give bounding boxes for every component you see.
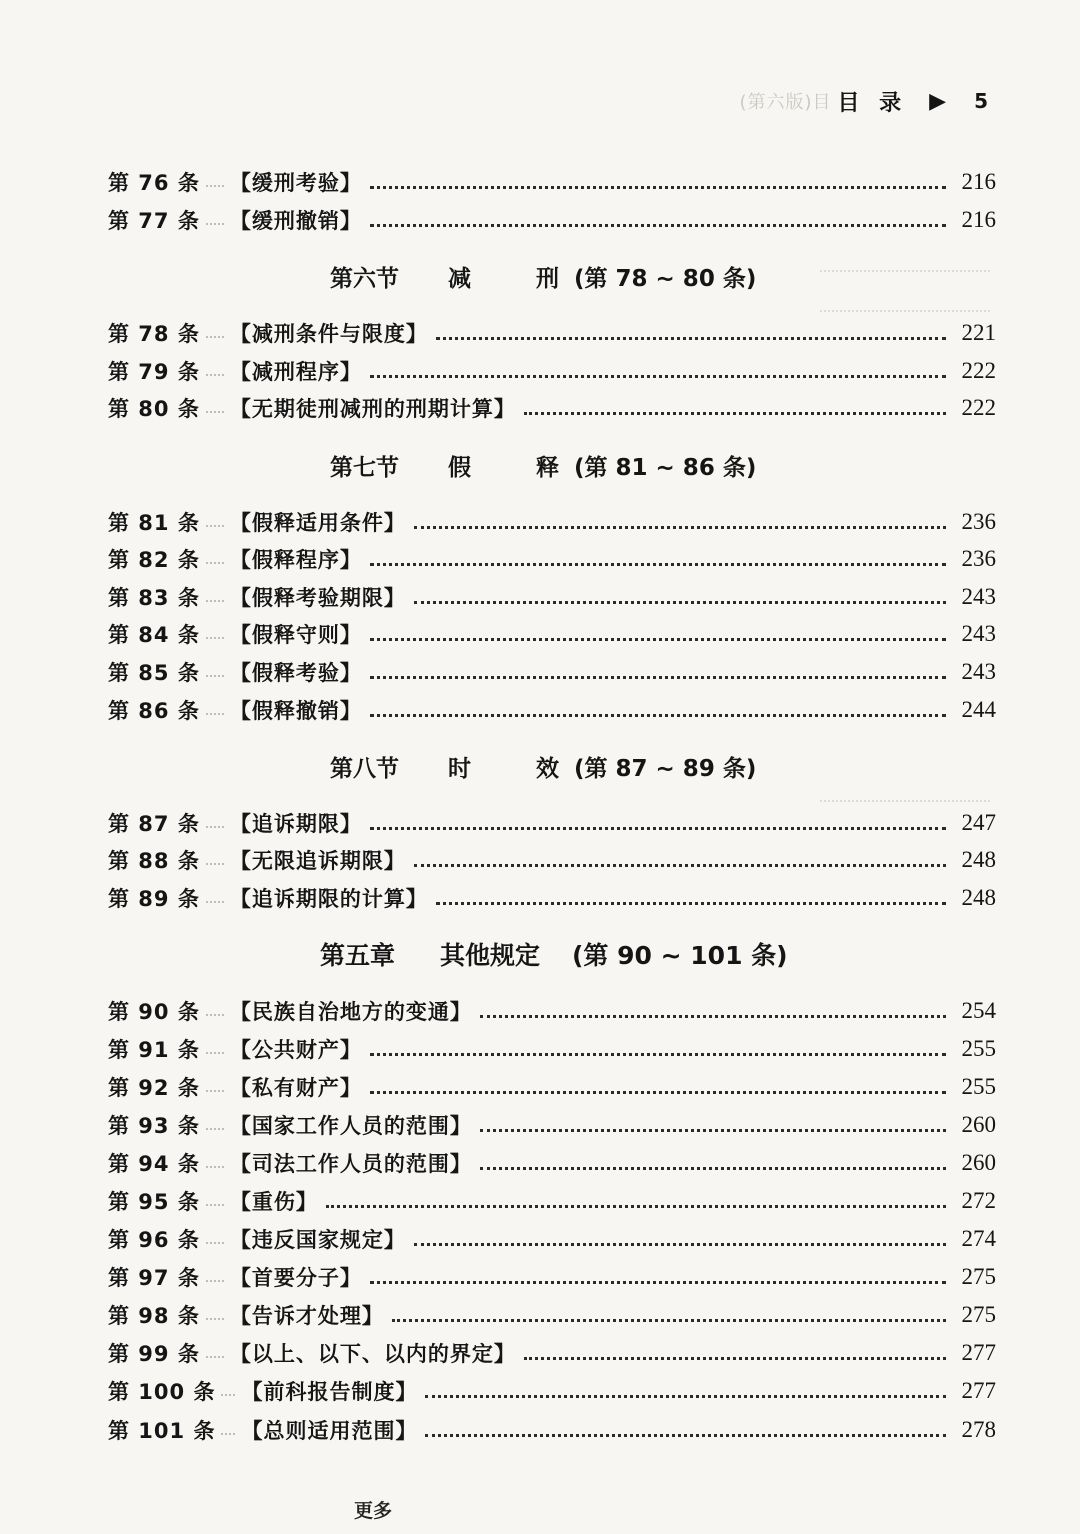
page-ref: 216 bbox=[961, 207, 996, 232]
dot-leader bbox=[414, 526, 946, 529]
article-title: 【违反国家规定】 bbox=[229, 1228, 406, 1252]
page-ref: 221 bbox=[961, 320, 996, 345]
toc-entry[interactable] bbox=[108, 1224, 996, 1254]
page-ref: 243 bbox=[961, 584, 996, 609]
dot-leader bbox=[370, 1281, 946, 1284]
article-title: 【假释适用条件】 bbox=[229, 511, 406, 535]
dot-leader bbox=[480, 1167, 946, 1170]
toc-entry[interactable] bbox=[108, 356, 996, 386]
header-title: 目 录 bbox=[837, 90, 908, 116]
page-ref: 277 bbox=[961, 1340, 996, 1365]
leader-gap bbox=[206, 223, 224, 225]
toc-entry[interactable] bbox=[108, 1262, 996, 1292]
article-number: 第 77 条 bbox=[108, 209, 200, 233]
dot-leader bbox=[392, 1319, 946, 1322]
page-ref: 222 bbox=[961, 395, 996, 420]
article-title: 【假释程序】 bbox=[229, 548, 362, 572]
leader-gap bbox=[206, 713, 224, 715]
article-title: 【以上、以下、以内的界定】 bbox=[229, 1342, 516, 1366]
toc-entry[interactable] bbox=[108, 695, 996, 725]
dot-leader bbox=[524, 1357, 946, 1360]
toc-entry[interactable] bbox=[108, 1300, 996, 1330]
toc-entry[interactable] bbox=[108, 1186, 996, 1216]
article-title: 【国家工作人员的范围】 bbox=[229, 1114, 472, 1138]
section-char-2: 效 bbox=[536, 755, 559, 782]
page-ref: 243 bbox=[961, 621, 996, 646]
leader-gap bbox=[206, 1166, 224, 1168]
article-title: 【司法工作人员的范围】 bbox=[229, 1152, 472, 1176]
section-char-1: 时 bbox=[448, 755, 471, 782]
leader-gap bbox=[206, 1242, 224, 1244]
page-ref: 260 bbox=[961, 1150, 996, 1175]
page-ref: 278 bbox=[961, 1417, 996, 1442]
toc-entry[interactable] bbox=[108, 883, 996, 913]
article-number: 第 90 条 bbox=[108, 1000, 200, 1024]
dot-leader bbox=[425, 1395, 946, 1398]
article-title: 【假释考验期限】 bbox=[229, 586, 406, 610]
dot-leader bbox=[326, 1205, 946, 1208]
leader-gap bbox=[206, 336, 224, 338]
dot-leader bbox=[370, 714, 946, 717]
section-range: (第 78 ~ 80 条) bbox=[574, 265, 757, 292]
chapter-label: 第五章 bbox=[320, 941, 396, 970]
leader-gap bbox=[221, 1394, 235, 1396]
toc-entry[interactable] bbox=[108, 996, 996, 1026]
article-title: 【公共财产】 bbox=[229, 1038, 362, 1062]
page-ref: 236 bbox=[961, 509, 996, 534]
dot-leader bbox=[370, 563, 946, 566]
article-title: 【重伤】 bbox=[229, 1190, 318, 1214]
toc-entry[interactable] bbox=[108, 1110, 996, 1140]
toc-entry[interactable] bbox=[108, 1338, 996, 1368]
article-title: 【缓刑撤销】 bbox=[229, 209, 362, 233]
dot-leader bbox=[436, 902, 946, 905]
leader-gap bbox=[206, 1090, 224, 1092]
section-char-2: 刑 bbox=[536, 265, 559, 292]
section-label: 第七节 bbox=[330, 454, 399, 481]
dot-leader bbox=[370, 827, 946, 830]
leader-gap bbox=[206, 637, 224, 639]
triangle-arrow-icon: ▶ bbox=[929, 88, 947, 114]
page-ref: 254 bbox=[961, 998, 996, 1023]
toc-entry[interactable] bbox=[108, 845, 996, 875]
leader-gap bbox=[206, 1280, 224, 1282]
article-number: 第 76 条 bbox=[108, 171, 200, 195]
page-ref: 243 bbox=[961, 659, 996, 684]
article-title: 【无限追诉期限】 bbox=[229, 849, 406, 873]
article-number: 第 84 条 bbox=[108, 623, 200, 647]
article-title: 【无期徒刑减刑的刑期计算】 bbox=[229, 397, 516, 421]
article-number: 第 94 条 bbox=[108, 1152, 200, 1176]
article-title: 【追诉期限的计算】 bbox=[229, 887, 428, 911]
dot-leader bbox=[370, 186, 946, 189]
page-ref: 275 bbox=[961, 1302, 996, 1327]
header-ghost-text: (第六版)目 bbox=[739, 92, 832, 113]
running-header bbox=[739, 84, 988, 118]
article-number: 第 86 条 bbox=[108, 699, 200, 723]
article-number: 第 95 条 bbox=[108, 1190, 200, 1214]
page-ref: 277 bbox=[961, 1378, 996, 1403]
article-number: 第 100 条 bbox=[108, 1380, 216, 1404]
page-ref: 222 bbox=[961, 358, 996, 383]
leader-gap bbox=[206, 1052, 224, 1054]
article-title: 【私有财产】 bbox=[229, 1076, 362, 1100]
dot-leader bbox=[414, 601, 946, 604]
article-number: 第 85 条 bbox=[108, 661, 200, 685]
dot-leader bbox=[425, 1434, 946, 1437]
leader-gap bbox=[206, 374, 224, 376]
leader-gap bbox=[206, 600, 224, 602]
toc-entry[interactable] bbox=[108, 1376, 996, 1406]
toc-entry[interactable] bbox=[108, 1034, 996, 1064]
article-title: 【首要分子】 bbox=[229, 1266, 362, 1290]
dot-leader bbox=[370, 638, 946, 641]
toc-entry[interactable] bbox=[108, 544, 996, 574]
dot-leader bbox=[480, 1015, 946, 1018]
section-heading-8[interactable] bbox=[0, 748, 1080, 784]
page-ref: 247 bbox=[961, 810, 996, 835]
page-ref: 248 bbox=[961, 847, 996, 872]
leader-gap bbox=[206, 826, 224, 828]
page-ref: 275 bbox=[961, 1264, 996, 1289]
article-number: 第 87 条 bbox=[108, 812, 200, 836]
article-title: 【减刑条件与限度】 bbox=[229, 322, 428, 346]
article-title: 【总则适用范围】 bbox=[241, 1419, 418, 1443]
dot-leader bbox=[414, 1243, 946, 1246]
article-number: 第 99 条 bbox=[108, 1342, 200, 1366]
page-ref: 272 bbox=[961, 1188, 996, 1213]
article-number: 第 97 条 bbox=[108, 1266, 200, 1290]
section-char-1: 假 bbox=[448, 454, 471, 481]
toc-entry[interactable] bbox=[108, 507, 996, 537]
page-number: 5 bbox=[974, 89, 988, 113]
toc-entry[interactable] bbox=[108, 393, 996, 423]
article-title: 【减刑程序】 bbox=[229, 360, 362, 384]
toc-entry[interactable] bbox=[108, 657, 996, 687]
toc-entry[interactable] bbox=[108, 1148, 996, 1178]
dot-leader bbox=[436, 337, 946, 340]
toc-entry[interactable] bbox=[108, 808, 996, 838]
section-heading-6[interactable] bbox=[0, 258, 1080, 294]
dot-leader bbox=[370, 375, 946, 378]
chapter-range: (第 90 ~ 101 条) bbox=[572, 941, 788, 970]
article-title: 【假释撤销】 bbox=[229, 699, 362, 723]
page-ref: 244 bbox=[961, 697, 996, 722]
leader-gap bbox=[206, 1128, 224, 1130]
toc-entry[interactable] bbox=[108, 318, 996, 348]
article-number: 第 91 条 bbox=[108, 1038, 200, 1062]
dot-leader bbox=[480, 1129, 946, 1132]
leader-gap bbox=[206, 863, 224, 865]
article-number: 第 92 条 bbox=[108, 1076, 200, 1100]
section-label: 第六节 bbox=[330, 265, 399, 292]
leader-gap bbox=[206, 901, 224, 903]
leader-gap bbox=[206, 1318, 224, 1320]
article-title: 【告诉才处理】 bbox=[229, 1304, 384, 1328]
section-range: (第 81 ~ 86 条) bbox=[574, 454, 757, 481]
toc-entry[interactable] bbox=[108, 619, 996, 649]
page-ref: 255 bbox=[961, 1036, 996, 1061]
leader-gap bbox=[206, 525, 224, 527]
toc-entry[interactable] bbox=[108, 167, 996, 197]
article-number: 第 88 条 bbox=[108, 849, 200, 873]
article-title: 【前科报告制度】 bbox=[241, 1380, 418, 1404]
article-title: 【追诉期限】 bbox=[229, 812, 362, 836]
leader-gap bbox=[206, 1356, 224, 1358]
page-ref: 260 bbox=[961, 1112, 996, 1137]
toc-entry[interactable] bbox=[108, 1072, 996, 1102]
article-title: 【假释守则】 bbox=[229, 623, 362, 647]
leader-gap bbox=[206, 562, 224, 564]
section-char-2: 释 bbox=[536, 454, 559, 481]
article-number: 第 83 条 bbox=[108, 586, 200, 610]
page-ref: 274 bbox=[961, 1226, 996, 1251]
dot-leader bbox=[524, 412, 946, 415]
chapter-name: 其他规定 bbox=[440, 941, 541, 970]
dot-leader bbox=[370, 1091, 946, 1094]
leader-gap bbox=[206, 1014, 224, 1016]
page-ref: 216 bbox=[961, 169, 996, 194]
article-number: 第 101 条 bbox=[108, 1419, 216, 1443]
article-title: 【假释考验】 bbox=[229, 661, 362, 685]
toc-entry[interactable] bbox=[108, 1415, 996, 1445]
article-number: 第 81 条 bbox=[108, 511, 200, 535]
article-number: 第 79 条 bbox=[108, 360, 200, 384]
section-range: (第 87 ~ 89 条) bbox=[574, 755, 757, 782]
page-ref: 255 bbox=[961, 1074, 996, 1099]
toc-entry[interactable] bbox=[108, 582, 996, 612]
article-number: 第 78 条 bbox=[108, 322, 200, 346]
page-ref: 236 bbox=[961, 546, 996, 571]
article-number: 第 89 条 bbox=[108, 887, 200, 911]
leader-gap bbox=[206, 1204, 224, 1206]
leader-gap bbox=[221, 1433, 235, 1435]
article-title: 【缓刑考验】 bbox=[229, 171, 362, 195]
section-char-1: 减 bbox=[448, 265, 471, 292]
leader-gap bbox=[206, 185, 224, 187]
page-ref: 248 bbox=[961, 885, 996, 910]
article-number: 第 98 条 bbox=[108, 1304, 200, 1328]
article-number: 第 93 条 bbox=[108, 1114, 200, 1138]
chapter-heading-5[interactable] bbox=[0, 936, 1080, 972]
section-heading-7[interactable] bbox=[0, 447, 1080, 483]
section-label: 第八节 bbox=[330, 755, 399, 782]
dot-leader bbox=[370, 1053, 946, 1056]
article-number: 第 96 条 bbox=[108, 1228, 200, 1252]
article-title: 【民族自治地方的变通】 bbox=[229, 1000, 472, 1024]
article-number: 第 80 条 bbox=[108, 397, 200, 421]
dot-leader bbox=[370, 224, 946, 227]
dot-leader bbox=[370, 676, 946, 679]
more-link[interactable]: 更多 bbox=[354, 1500, 393, 1522]
leader-gap bbox=[206, 675, 224, 677]
article-number: 第 82 条 bbox=[108, 548, 200, 572]
leader-gap bbox=[206, 411, 224, 413]
dot-leader bbox=[414, 864, 946, 867]
toc-entry[interactable] bbox=[108, 205, 996, 235]
